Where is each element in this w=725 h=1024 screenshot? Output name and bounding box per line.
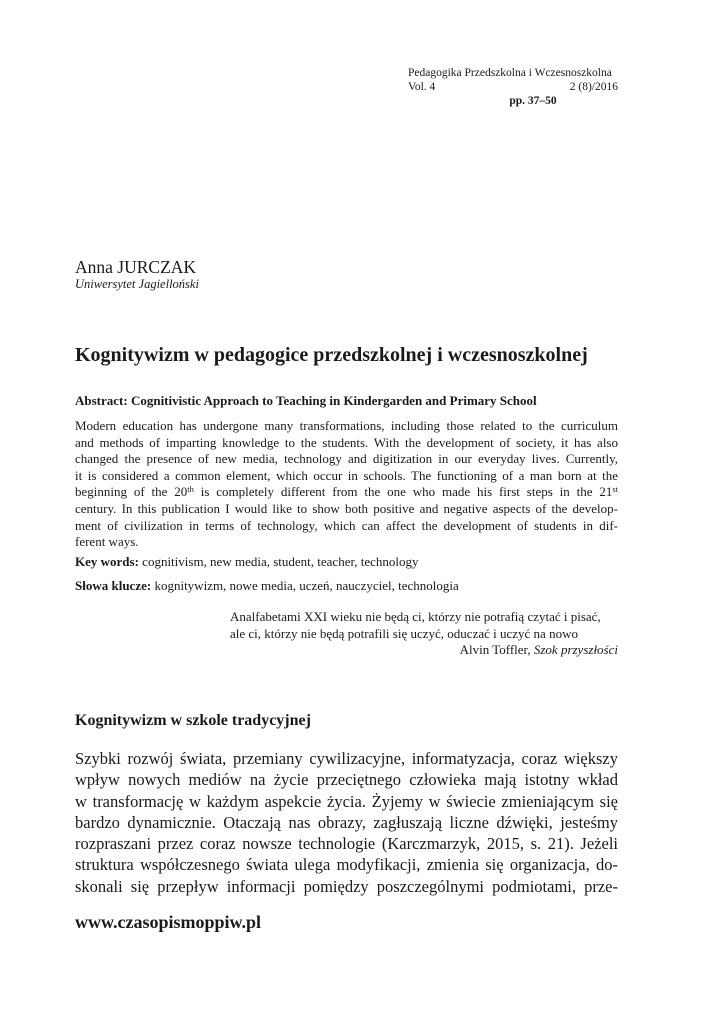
section-heading: Kognitywizm w szkole tradycyjnej [75, 712, 311, 729]
abstract-line: century. In this publication I would like to show both positive and negative aspects of the develop- [75, 500, 618, 516]
abstract-line: Modern education has undergone many transformations, including those related to the curriculum [75, 418, 618, 433]
keywords [75, 554, 419, 570]
body-line: skonali się przepływ informacji pomiędzy poszczególnymi podmiotami, prze- [75, 876, 618, 896]
issue: 2 (8)/2016 [569, 81, 618, 93]
abstract-body [75, 418, 618, 551]
body-line: struktura współczesnego świata ulega modyfikacji, zmienia się organizacja, do- [75, 855, 618, 875]
motto-line: ale ci, którzy nie będą potrafili się uczyć, oduczać i uczyć na nowo [230, 625, 578, 641]
slowa-kluczowe-text: kognitywizm, nowe media, uczeń, nauczyciel, technologia [154, 578, 459, 593]
running-head [408, 66, 618, 108]
body-line: bardzo dynamicznie. Otaczają nas obrazy, zagłuszają liczne dźwięki, jesteśmy [75, 812, 618, 832]
author-name: Anna JURCZAK [75, 257, 197, 277]
motto-work: Szok przyszłości [533, 642, 618, 658]
abstract-line: it is considered a common element, which occur in schools. The functioning of a man born at the [75, 467, 618, 483]
abstract-heading: Abstract: Cognitivistic Approach to Teaching in Kindergarden and Primary School [75, 393, 537, 408]
abstract-text: beginning of the 20 [75, 484, 188, 500]
keywords-text: cognitivism, new media, student, teacher, technology [142, 554, 419, 569]
abstract-line: and methods of imparting knowledge to the students. With the development of society, it has also [75, 434, 618, 450]
slowa-kluczowe [75, 578, 459, 594]
motto-line: Analfabetami XXI wieku nie będą ci, którzy nie potrafią czytać i pisać, [230, 609, 601, 624]
body-line: w transformację w każdym aspekcie życia. Żyjemy w świecie zmieniającym się [75, 791, 618, 811]
body-text [75, 748, 618, 897]
motto-author: Alvin Toffler, [459, 642, 531, 658]
superscript-th: th [187, 484, 194, 495]
abstract-text: is completely different from the one who made his first steps in the 21 [193, 484, 613, 500]
author-affiliation: Uniwersytet Jagielloński [75, 277, 199, 291]
abstract-line: changed the presence of new media, technology and digitization in our everyday lives. Currently, [75, 451, 618, 467]
abstract-line: ferent ways. [75, 534, 139, 550]
abstract-line: ment of civilization in terms of technology, which can affect the development of students in dif- [75, 517, 618, 533]
body-line: Szybki rozwój świata, przemiany cywilizacyjne, informatyzacja, coraz większy [75, 749, 618, 768]
journal-name: Pedagogika Przedszkolna i Wczesnoszkolna [408, 67, 612, 79]
abstract-line [75, 484, 618, 501]
motto [230, 609, 618, 659]
volume: Vol. 4 [408, 81, 436, 93]
superscript-st: st [612, 484, 618, 495]
keywords-label: Key words: [75, 554, 139, 569]
body-line: wpływ nowych mediów na życie przeciętnego człowieka mają istotny wkład [75, 770, 618, 790]
journal-website: www.czasopismoppiw.pl [75, 912, 262, 932]
body-line: rozpraszani przez coraz nowsze technologie (Karczmarzyk, 2015, s. 21). Jeżeli [75, 834, 618, 854]
page-range: pp. 37–50 [509, 95, 557, 107]
motto-citation [230, 642, 618, 659]
article-title: Kognitywizm w pedagogice przedszkolnej i wczesnoszkolnej [75, 344, 588, 366]
slowa-kluczowe-label: Słowa klucze: [75, 578, 152, 593]
